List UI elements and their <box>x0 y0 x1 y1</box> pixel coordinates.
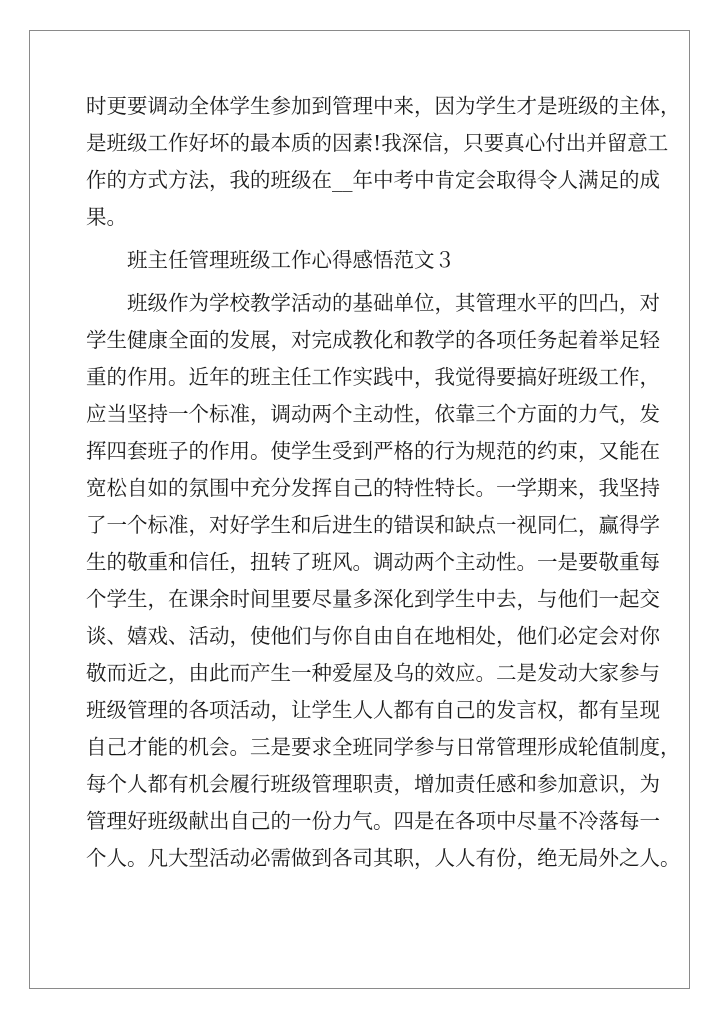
section-heading <box>86 242 648 279</box>
heading-text: 班主任管理班级工作心得感悟范文３ <box>127 248 455 272</box>
text-line: 时更要调动全体学生参加到管理中来，因为学生才是班级的主体， <box>86 94 681 118</box>
text-line: 宽松自如的氛围中充分发挥自己的特性特长。一学期来，我坚持 <box>86 476 660 500</box>
text-line: 班级作为学校教学活动的基础单位，其管理水平的凹凸，对 <box>127 291 660 315</box>
text-line: 是班级工作好坏的最本质的因素!我深信，只要真心付出并留意工 <box>86 131 669 155</box>
document-body <box>86 88 681 877</box>
text-line: 挥四套班子的作用。使学生受到严格的行为规范的约束，又能在 <box>86 439 660 463</box>
text-line: 个人。凡大型活动必需做到各司其职，人人有份，绝无局外之人。 <box>86 846 681 870</box>
text-line: 果。 <box>86 205 127 229</box>
text-line: 班级管理的各项活动，让学生人人都有自己的发言权，都有呈现 <box>86 698 660 722</box>
text-line: 每个人都有机会履行班级管理职责，增加责任感和参加意识，为 <box>86 772 660 796</box>
text-line: 了一个标准，对好学生和后进生的错误和缺点一视同仁，赢得学 <box>86 513 660 537</box>
text-line: 应当坚持一个标准，调动两个主动性，依靠三个方面的力气，发 <box>86 402 660 426</box>
paragraph-1 <box>86 88 681 236</box>
text-line: 管理好班级献出自己的一份力气。四是在各项中尽量不冷落每一 <box>86 809 660 833</box>
text-line: 自己才能的机会。三是要求全班同学参与日常管理形成轮值制度， <box>86 735 681 759</box>
text-line: 作的方式方法，我的班级在__年中考中肯定会取得令人满足的成 <box>86 168 660 192</box>
text-line: 生的敬重和信任，扭转了班风。调动两个主动性。一是要敬重每 <box>86 550 660 574</box>
text-line: 学生健康全面的发展，对完成教化和教学的各项任务起着举足轻 <box>86 328 660 352</box>
text-line: 敬而近之，由此而产生一种爱屋及乌的效应。二是发动大家参与 <box>86 661 660 685</box>
text-line: 重的作用。近年的班主任工作实践中，我觉得要搞好班级工作， <box>86 365 660 389</box>
text-line: 谈、嬉戏、活动，使他们与你自由自在地相处，他们必定会对你 <box>86 624 660 648</box>
text-line: 个学生，在课余时间里要尽量多深化到学生中去，与他们一起交 <box>86 587 660 611</box>
paragraph-2 <box>86 285 681 877</box>
